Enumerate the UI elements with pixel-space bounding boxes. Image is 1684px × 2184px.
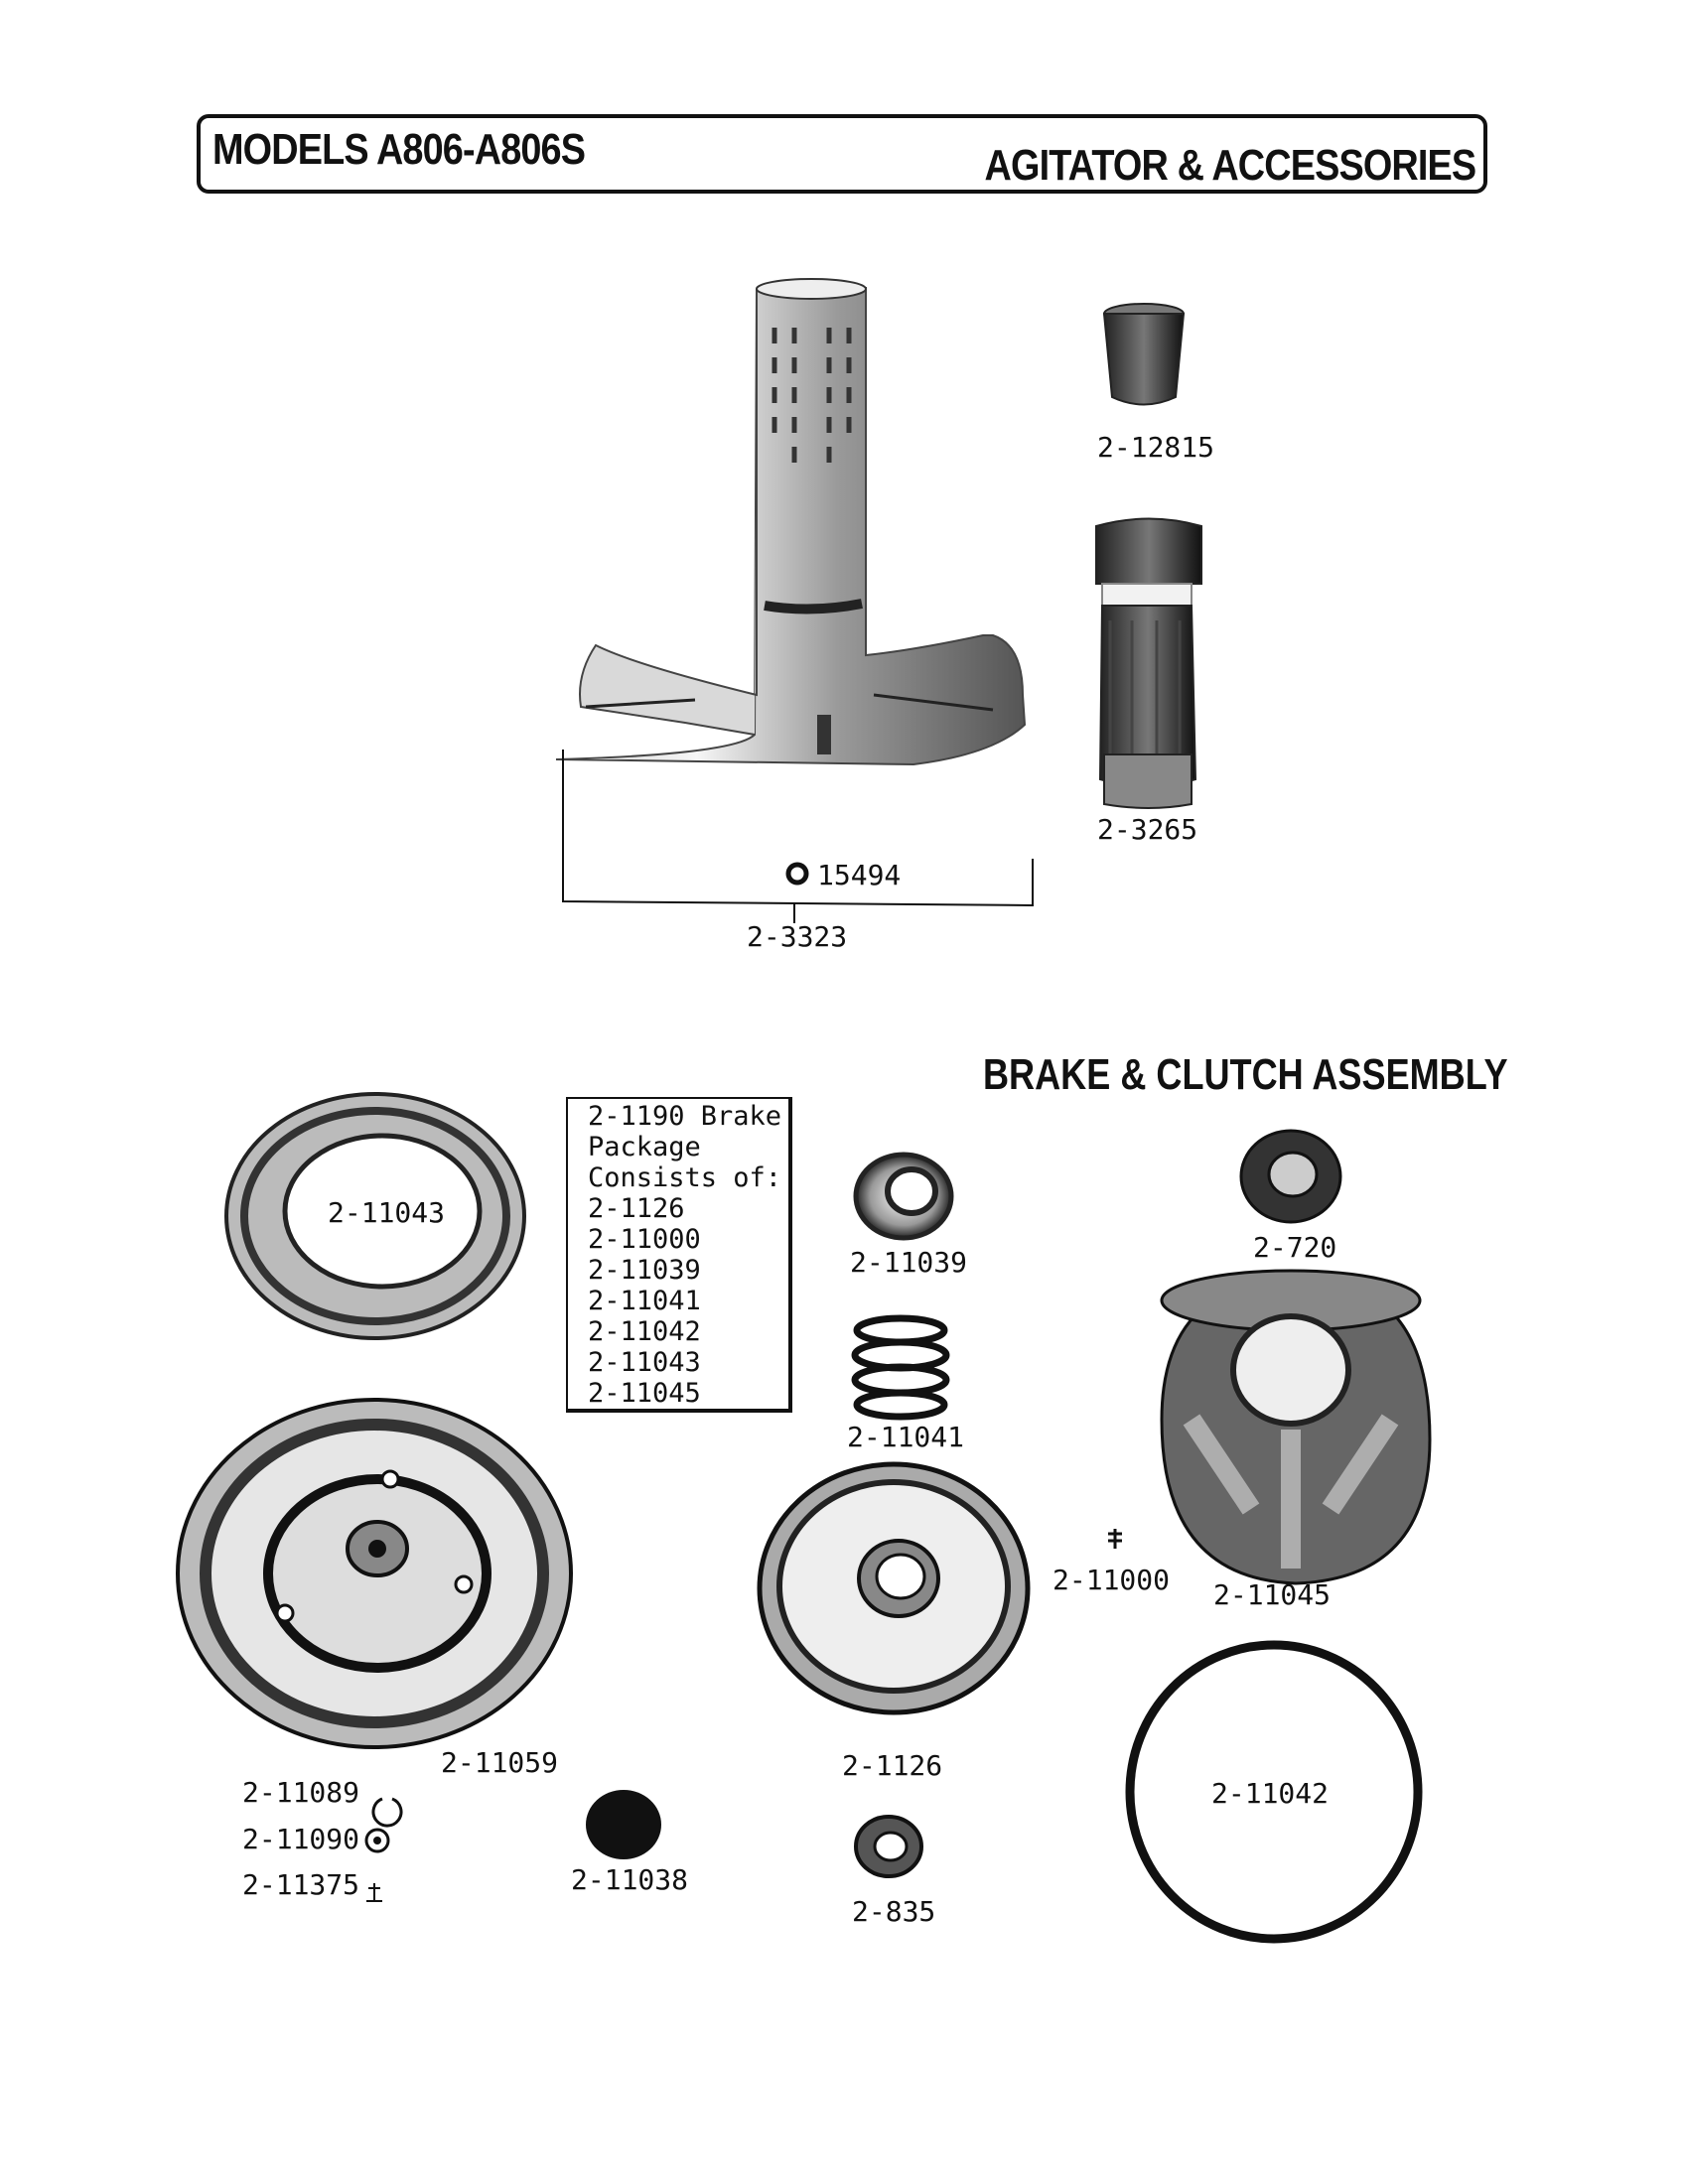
clip-11089-icon bbox=[373, 1799, 401, 1826]
package-line: 2-11041 bbox=[588, 1286, 701, 1316]
models-title: MODELS A806-A806S bbox=[212, 125, 586, 174]
cap-11038-icon bbox=[586, 1790, 661, 1859]
label-2-835: 2-835 bbox=[852, 1895, 936, 1928]
seal-720-illustration bbox=[1241, 1131, 1340, 1222]
spring-11041-illustration bbox=[855, 1318, 946, 1417]
label-2-11090: 2-11090 bbox=[242, 1823, 360, 1855]
label-2-720: 2-720 bbox=[1253, 1231, 1337, 1264]
label-2-11059: 2-11059 bbox=[441, 1746, 559, 1779]
package-line: 2-11043 bbox=[588, 1347, 701, 1378]
label-2-11041: 2-11041 bbox=[847, 1421, 965, 1453]
label-2-3323: 2-3323 bbox=[747, 920, 848, 953]
brake-package-box bbox=[566, 1097, 792, 1413]
package-line: 2-1190 Brake bbox=[588, 1101, 782, 1132]
label-2-11043: 2-11043 bbox=[328, 1196, 446, 1229]
label-2-11375: 2-11375 bbox=[242, 1868, 360, 1901]
label-15494: 15494 bbox=[817, 859, 902, 891]
label-2-11042: 2-11042 bbox=[1211, 1777, 1330, 1810]
label-2-11039: 2-11039 bbox=[850, 1246, 968, 1279]
auger-illustration bbox=[1096, 519, 1201, 809]
package-line: 2-11000 bbox=[588, 1224, 701, 1255]
pulley-11059-illustration bbox=[178, 1400, 571, 1747]
package-line: 2-11045 bbox=[588, 1378, 701, 1409]
package-line: Package bbox=[588, 1132, 701, 1162]
label-2-3265: 2-3265 bbox=[1097, 813, 1198, 846]
label-2-11038: 2-11038 bbox=[571, 1863, 689, 1896]
package-line: 2-11039 bbox=[588, 1255, 701, 1286]
package-line: Consists of: bbox=[588, 1162, 782, 1193]
label-2-1126: 2-1126 bbox=[842, 1749, 943, 1782]
seal-835-illustration bbox=[856, 1817, 921, 1876]
screw-11375-icon bbox=[366, 1883, 382, 1901]
label-2-11045: 2-11045 bbox=[1213, 1578, 1332, 1611]
housing-11045-illustration bbox=[1162, 1271, 1430, 1583]
label-2-12815: 2-12815 bbox=[1097, 431, 1215, 464]
o-ring-icon bbox=[788, 865, 806, 883]
screw-11000-icon bbox=[1108, 1529, 1122, 1549]
package-line: 2-11042 bbox=[588, 1316, 701, 1347]
brake-clutch-title: BRAKE & CLUTCH ASSEMBLY bbox=[983, 1050, 1508, 1099]
seal-11039-illustration bbox=[856, 1155, 951, 1238]
section-title-agitator: AGITATOR & ACCESSORIES bbox=[984, 141, 1475, 190]
label-2-11089: 2-11089 bbox=[242, 1776, 360, 1809]
label-2-11000: 2-11000 bbox=[1052, 1564, 1171, 1596]
cap-illustration bbox=[1104, 304, 1184, 405]
agitator-illustration bbox=[556, 279, 1025, 764]
package-line: 2-1126 bbox=[588, 1193, 685, 1224]
drum-1126-illustration bbox=[760, 1464, 1028, 1712]
